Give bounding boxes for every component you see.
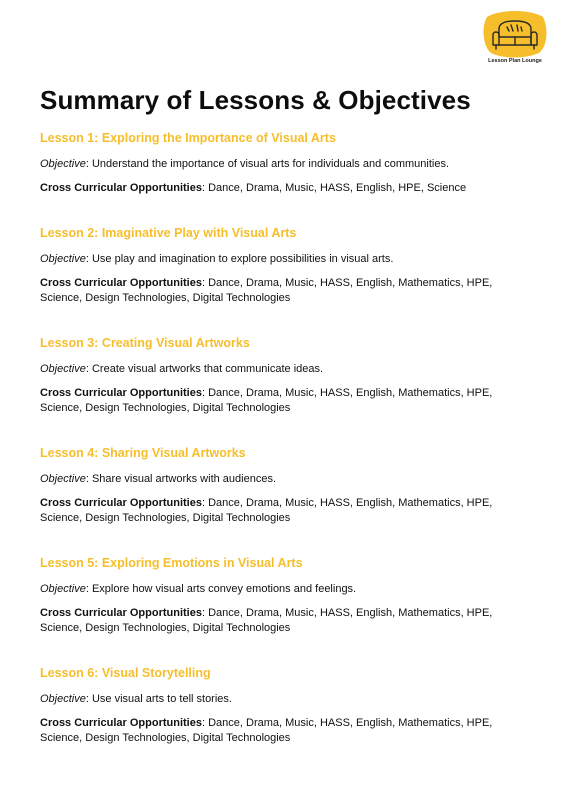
lesson-objective bbox=[40, 692, 530, 707]
brand-logo bbox=[481, 11, 549, 67]
lesson-item bbox=[40, 556, 530, 636]
cross-label: Cross Curricular Opportunities bbox=[40, 387, 202, 399]
lesson-title: Lesson 3: Creating Visual Artworks bbox=[40, 336, 250, 350]
lesson-title: Lesson 6: Visual Storytelling bbox=[40, 666, 211, 680]
objective-text: : Explore how visual arts convey emotions and feelings. bbox=[85, 583, 357, 595]
lesson-cross-curricular bbox=[40, 181, 530, 196]
cross-label: Cross Curricular Opportunities bbox=[40, 497, 202, 509]
objective-label: Objective bbox=[40, 363, 86, 375]
cross-text: : Dance, Drama, Music, HASS, English, Mathematics, HPE, Science, Design Technologies, Digital Technologies bbox=[40, 387, 493, 414]
lesson-cross-curricular bbox=[40, 606, 530, 636]
lesson-objective bbox=[40, 472, 530, 487]
objective-text: : Share visual artworks with audiences. bbox=[85, 473, 277, 485]
lesson-cross-curricular bbox=[40, 496, 530, 526]
lesson-objective bbox=[40, 157, 530, 172]
cross-label: Cross Curricular Opportunities bbox=[40, 277, 202, 289]
cross-text: : Dance, Drama, Music, HASS, English, Mathematics, HPE, Science, Design Technologies, Digital Technologies bbox=[40, 607, 493, 634]
lesson-item bbox=[40, 666, 530, 746]
objective-label: Objective bbox=[40, 473, 86, 485]
lesson-cross-curricular bbox=[40, 276, 530, 306]
cross-text: : Dance, Drama, Music, HASS, English, Mathematics, HPE, Science, Design Technologies, Digital Technologies bbox=[40, 277, 493, 304]
lesson-item bbox=[40, 226, 530, 306]
lesson-list bbox=[40, 131, 530, 776]
cross-label: Cross Curricular Opportunities bbox=[40, 607, 202, 619]
lesson-title: Lesson 5: Exploring Emotions in Visual Arts bbox=[40, 556, 303, 570]
cross-text: : Dance, Drama, Music, HASS, English, Mathematics, HPE, Science, Design Technologies, Digital Technologies bbox=[40, 717, 493, 744]
objective-label: Objective bbox=[40, 583, 86, 595]
cross-label: Cross Curricular Opportunities bbox=[40, 717, 202, 729]
lesson-cross-curricular bbox=[40, 386, 530, 416]
objective-text: : Create visual artworks that communicate ideas. bbox=[85, 363, 324, 375]
objective-label: Objective bbox=[40, 253, 86, 265]
cross-label: Cross Curricular Opportunities bbox=[40, 182, 202, 194]
lesson-item bbox=[40, 131, 530, 196]
lesson-objective bbox=[40, 582, 530, 597]
lesson-objective bbox=[40, 252, 530, 267]
logo-text: Lesson Plan Lounge bbox=[488, 58, 542, 64]
lesson-objective bbox=[40, 362, 530, 377]
lesson-title: Lesson 4: Sharing Visual Artworks bbox=[40, 446, 246, 460]
lesson-item bbox=[40, 446, 530, 526]
objective-text: : Use visual arts to tell stories. bbox=[85, 693, 232, 705]
objective-text: : Understand the importance of visual arts for individuals and communities. bbox=[85, 158, 450, 170]
objective-text: : Use play and imagination to explore possibilities in visual arts. bbox=[85, 253, 394, 265]
cross-text: : Dance, Drama, Music, HASS, English, HPE, Science bbox=[201, 182, 467, 194]
page-title: Summary of Lessons & Objectives bbox=[40, 85, 471, 115]
lesson-title: Lesson 1: Exploring the Importance of Visual Arts bbox=[40, 131, 336, 145]
objective-label: Objective bbox=[40, 693, 86, 705]
cross-text: : Dance, Drama, Music, HASS, English, Mathematics, HPE, Science, Design Technologies, Digital Technologies bbox=[40, 497, 493, 524]
sofa-logo-icon bbox=[481, 11, 549, 59]
lesson-item bbox=[40, 336, 530, 416]
lesson-cross-curricular bbox=[40, 716, 530, 746]
objective-label: Objective bbox=[40, 158, 86, 170]
lesson-title: Lesson 2: Imaginative Play with Visual Arts bbox=[40, 226, 297, 240]
